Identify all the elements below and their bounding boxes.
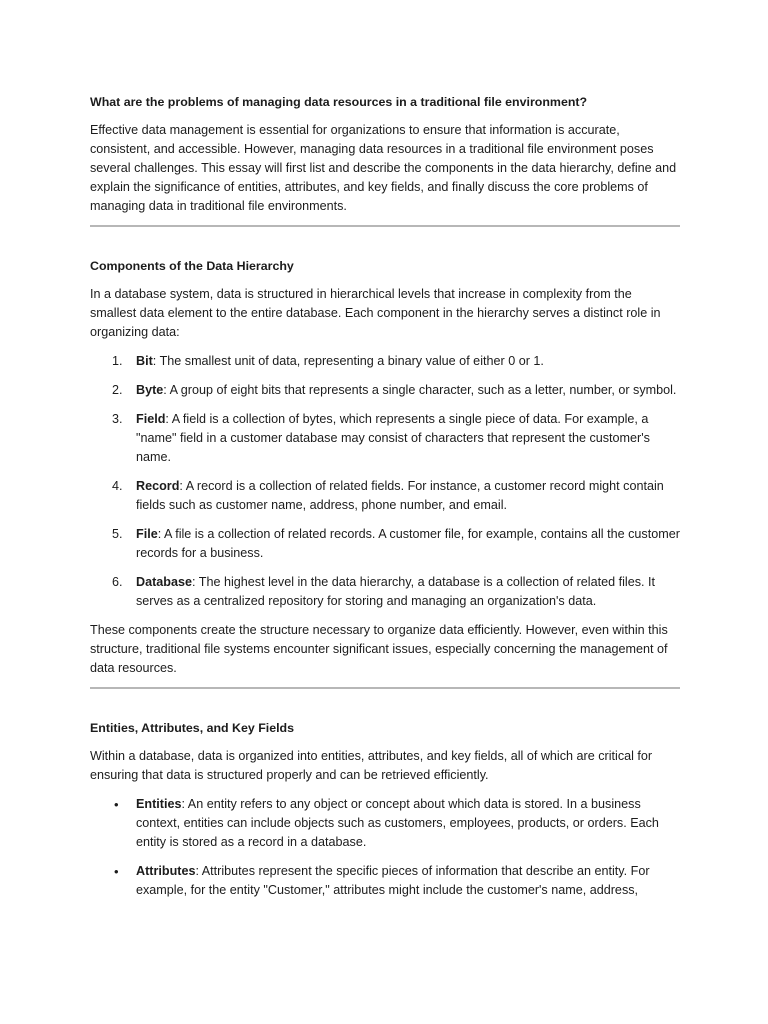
list-item — [90, 352, 680, 371]
entities-intro: Within a database, data is organized into entities, attributes, and key fields, all of which are critical for ensuring that data is structured properly and can be retrieved efficiently. — [90, 749, 653, 782]
list-term: Record — [136, 479, 180, 493]
list-term: File — [136, 527, 158, 541]
list-text: : Attributes represent the specific pieces of information that describe an entity. For example, for the entity "Customer," attributes might include the customer's name, address, — [136, 864, 650, 897]
entities-list — [90, 795, 680, 900]
section-divider — [90, 225, 680, 227]
list-number: 5. — [112, 527, 123, 541]
intro-paragraph: Effective data management is essential for organizations to ensure that information is accurate, consistent, and accessible. However, managing data resources in a traditional file environment poses several challenges. This essay will first list and describe the components in the data hierarchy, define and explain the significance of entities, attributes, and key fields, and finally discuss the core problems of managing data in traditional file environments. — [90, 123, 677, 213]
list-item — [90, 381, 680, 400]
essay-title: What are the problems of managing data resources in a traditional file environment? — [90, 95, 588, 109]
section-heading-data-hierarchy: Components of the Data Hierarchy — [90, 259, 294, 273]
document-body — [90, 93, 680, 910]
data-hierarchy-list — [90, 352, 680, 611]
list-item — [90, 573, 680, 611]
list-number: 2. — [112, 383, 123, 397]
list-term: Field — [136, 412, 166, 426]
list-item — [90, 795, 680, 852]
list-number: 6. — [112, 575, 123, 589]
list-term: Byte — [136, 383, 164, 397]
list-number: 4. — [112, 479, 123, 493]
bullet-icon: • — [114, 797, 119, 812]
list-term: Attributes — [136, 864, 196, 878]
list-text: : A group of eight bits that represents a single character, such as a letter, number, or symbol. — [163, 383, 677, 397]
list-item — [90, 477, 680, 515]
data-hierarchy-conclusion: These components create the structure necessary to organize data efficiently. However, even within this structure, traditional file systems encounter significant issues, especially concerning the management of data resources. — [90, 623, 668, 675]
section-divider — [90, 687, 680, 689]
list-item — [90, 410, 680, 467]
list-item — [90, 525, 680, 563]
data-hierarchy-intro: In a database system, data is structured in hierarchical levels that increase in complexity from the smallest data element to the entire database. Each component in the hierarchy serves a distinct role in organizing data: — [90, 287, 661, 339]
list-term: Bit — [136, 354, 153, 368]
list-text: : The smallest unit of data, representing a binary value of either 0 or 1. — [152, 354, 544, 368]
list-term: Entities — [136, 797, 182, 811]
bullet-icon: • — [114, 864, 119, 879]
list-text: : An entity refers to any object or concept about which data is stored. In a business context, entities can include objects such as customers, employees, products, or orders. Each entity is stored as a record in a database. — [136, 797, 659, 849]
list-text: : A file is a collection of related records. A customer file, for example, contains all the customer records for a business. — [136, 527, 680, 560]
list-number: 3. — [112, 412, 123, 426]
list-term: Database — [136, 575, 193, 589]
list-text: : A field is a collection of bytes, which represents a single piece of data. For example, a "name" field in a customer database may consist of characters that represent the customer's name. — [136, 412, 650, 464]
list-text: : A record is a collection of related fields. For instance, a customer record might contain fields such as customer name, address, phone number, and email. — [136, 479, 664, 512]
section-heading-entities: Entities, Attributes, and Key Fields — [90, 721, 295, 735]
list-text: : The highest level in the data hierarchy, a database is a collection of related files. It serves as a centralized repository for storing and managing an organization's data. — [136, 575, 655, 608]
list-number: 1. — [112, 354, 123, 368]
list-item — [90, 862, 680, 900]
